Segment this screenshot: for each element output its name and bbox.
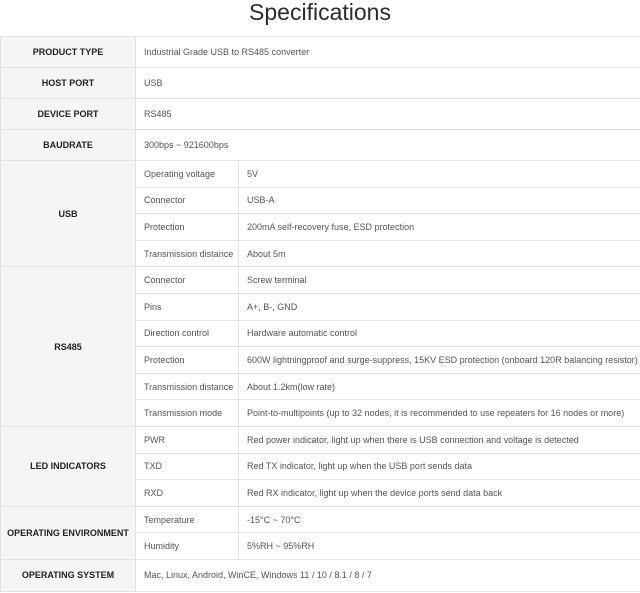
table-row — [1, 267, 640, 294]
table-row — [1, 506, 640, 533]
item-value: -15°C ~ 70°C — [239, 506, 640, 533]
row-value: Industrial Grade USB to RS485 converter — [136, 37, 640, 68]
item-value: Point-to-multipoints (up to 32 nodes, it is recommended to use repeaters for 16 nodes or more) — [239, 400, 640, 427]
row-value: RS485 — [136, 99, 640, 130]
table-row — [1, 161, 640, 188]
item-value: Hardware automatic control — [239, 320, 640, 347]
item-value: Red TX indicator, light up when the USB port sends data — [239, 453, 640, 480]
item-value: 200mA self-recovery fuse, ESD protection — [239, 214, 640, 241]
item-name: Operating voltage — [136, 161, 239, 188]
table-row — [1, 68, 640, 99]
row-label: DEVICE PORT — [1, 99, 136, 130]
group-label: LED INDICATORS — [1, 426, 136, 506]
row-value: Mac, Linux, Android, WinCE, Windows 11 / 10 / 8.1 / 8 / 7 — [136, 559, 640, 591]
row-label: BAUDRATE — [1, 130, 136, 161]
row-value: USB — [136, 68, 640, 99]
item-value: Red power indicator, light up when there is USB connection and voltage is detected — [239, 426, 640, 453]
group-label: OPERATING ENVIRONMENT — [1, 506, 136, 559]
item-value: A+, B-, GND — [239, 293, 640, 320]
item-value: Red RX indicator, light up when the device ports send data back — [239, 480, 640, 507]
item-name: Direction control — [136, 320, 239, 347]
table-row — [1, 130, 640, 161]
item-name: Connector — [136, 187, 239, 214]
row-value: 300bps ~ 921600bps — [136, 130, 640, 161]
item-name: Connector — [136, 267, 239, 294]
item-name: Transmission distance — [136, 240, 239, 267]
table-row — [1, 99, 640, 130]
specifications-table — [0, 36, 640, 592]
item-value: 5%RH ~ 95%RH — [239, 533, 640, 560]
table-row — [1, 37, 640, 68]
group-label: USB — [1, 161, 136, 267]
item-name: PWR — [136, 426, 239, 453]
item-name: Transmission mode — [136, 400, 239, 427]
item-name: RXD — [136, 480, 239, 507]
item-name: Pins — [136, 293, 239, 320]
item-value: About 5m — [239, 240, 640, 267]
table-row — [1, 426, 640, 453]
table-row — [1, 559, 640, 591]
item-value: 600W lightningproof and surge-suppress, 15KV ESD protection (onboard 120R balancing resistor) — [239, 347, 640, 374]
row-label: HOST PORT — [1, 68, 136, 99]
item-value: Screw terminal — [239, 267, 640, 294]
item-name: Protection — [136, 214, 239, 241]
item-name: Temperature — [136, 506, 239, 533]
page-title: Specifications — [249, 0, 391, 25]
row-label: PRODUCT TYPE — [1, 37, 136, 68]
group-label: RS485 — [1, 267, 136, 427]
item-name: Protection — [136, 347, 239, 374]
row-label: OPERATING SYSTEM — [1, 559, 136, 591]
item-name: Humidity — [136, 533, 239, 560]
item-value: 5V — [239, 161, 640, 188]
item-value: USB-A — [239, 187, 640, 214]
item-name: Transmission distance — [136, 373, 239, 400]
item-name: TXD — [136, 453, 239, 480]
item-value: About 1.2km(low rate) — [239, 373, 640, 400]
